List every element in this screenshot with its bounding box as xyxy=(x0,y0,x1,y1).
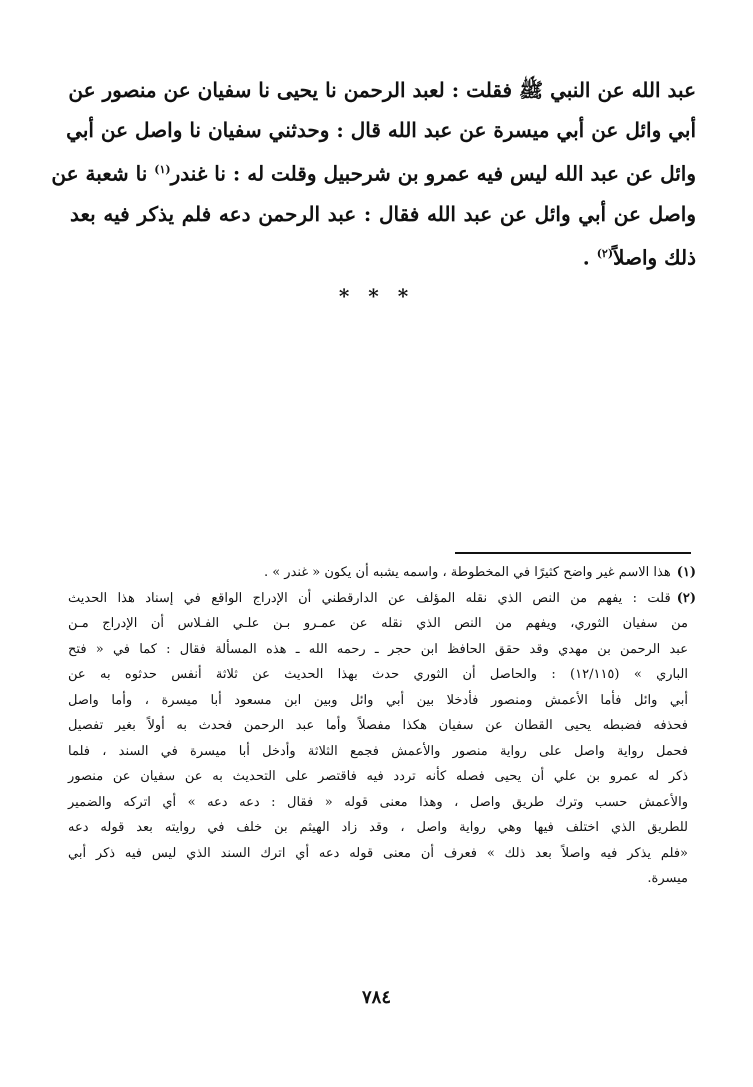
footnote-text: قلت : يفهم من النص الذي نقله المؤلف عن الدارقطني أن الإدراج الواقع في إسناد هذا الحديث xyxy=(68,590,671,606)
footnote-line: ميسرة. xyxy=(647,871,688,886)
footnote-2 xyxy=(68,586,696,892)
main-text-segment: ذلك واصلاً xyxy=(613,245,696,270)
section-separator: * * * xyxy=(338,284,415,308)
main-text-line: واصل عن أبي وائل عن عبد الله فقال : عبد الرحمن دعه فلم يذكر فيه بعد xyxy=(70,201,696,226)
footnote-divider xyxy=(455,552,691,554)
footnote-line: الباري » (١٢/١١٥) : والحاصل أن الثوري حدث بهذا الحديث عن ثلاثة أنفس حدثوه به عن xyxy=(68,667,689,682)
footnote-line: فحمل رواية واصل على رواية منصور والأعمش فجمع الثلاثة وأدخل أبا ميسرة في السند ، فلما xyxy=(68,743,688,759)
page-number: ٧٨٤ xyxy=(361,987,391,1008)
footnote-number: (١) xyxy=(676,565,696,580)
footnote-line: عبد الرحمن بن مهدي وقد حقق الحافظ ابن حجر ـ رحمه الله ـ هذه المسألة فقال : كما في « فتح xyxy=(68,641,688,657)
main-text-segment: نا شعبة عن xyxy=(51,161,148,186)
footnote-1 xyxy=(68,560,696,586)
main-text-line xyxy=(51,150,696,194)
footnote-line: أبي وائل فأما الأعمش ومنصور فأدخلا بين أبي وائل وبين ابن مسعود أبا ميسرة ، وأما واصل xyxy=(68,692,688,708)
footnote-line: من سفيان الثوري، ويفهم من النص الذي نقله عن عمـرو بـن علـي الفـلاس أن الإدراج مـن xyxy=(68,616,688,631)
footnote-number: (٢) xyxy=(676,590,696,606)
main-text-line: أبي وائل عن أبي ميسرة عن عبد الله قال : وحدثني سفيان نا واصل عن أبي xyxy=(66,118,696,142)
footnote-text: هذا الاسم غير واضح كثيرًا في المخطوطة ، واسمه يشبه أن يكون « غندر » . xyxy=(263,565,671,580)
footnote-line: ذكر له عمرو بن علي أن يحيى فصله كأنه تردد فيه فاقتصر على التحديث به عن سفيان عن منصور xyxy=(68,769,688,784)
main-text xyxy=(51,70,696,277)
footnote-line: للطريق الذي اختلف فيها وهي رواية واصل ، وقد زاد الهيثم بن خلف في روايته بعد قوله دعه xyxy=(68,820,688,835)
footnote-ref-1[interactable]: (١) xyxy=(154,163,171,176)
main-text-line: عبد الله عن النبي ﷺ فقلت : لعبد الرحمن نا يحيى نا سفيان عن منصور عن xyxy=(68,78,696,102)
footnote-line: فحذفه فضبطه يحيى القطان عن سفيان هكذا مفصلاً وأما عبد الرحمن فحدث به أولاً بغير تفصيل xyxy=(68,718,688,733)
main-text-segment: وائل عن عبد الله ليس فيه عمرو بن شرحبيل وقلت له : نا غندر xyxy=(170,161,696,186)
footnote-line: «فلم يذكر فيه واصلاً بعد ذلك » فعرف أن معنى قوله دعه أي اترك السند الذي ليس فيه ذكر أبي xyxy=(68,845,688,861)
footnote-ref-2[interactable]: (٢) xyxy=(596,246,614,260)
footnote-line xyxy=(68,560,696,586)
main-text-line xyxy=(70,234,696,278)
main-text-period: . xyxy=(582,245,590,270)
footnotes xyxy=(68,560,696,892)
footnote-line xyxy=(68,586,696,612)
footnote-line: والأعمش حسب وترك طريق واصل ، وهذا معنى قوله « فقال : دعه دعه » أي اتركه والضمير xyxy=(68,794,688,810)
